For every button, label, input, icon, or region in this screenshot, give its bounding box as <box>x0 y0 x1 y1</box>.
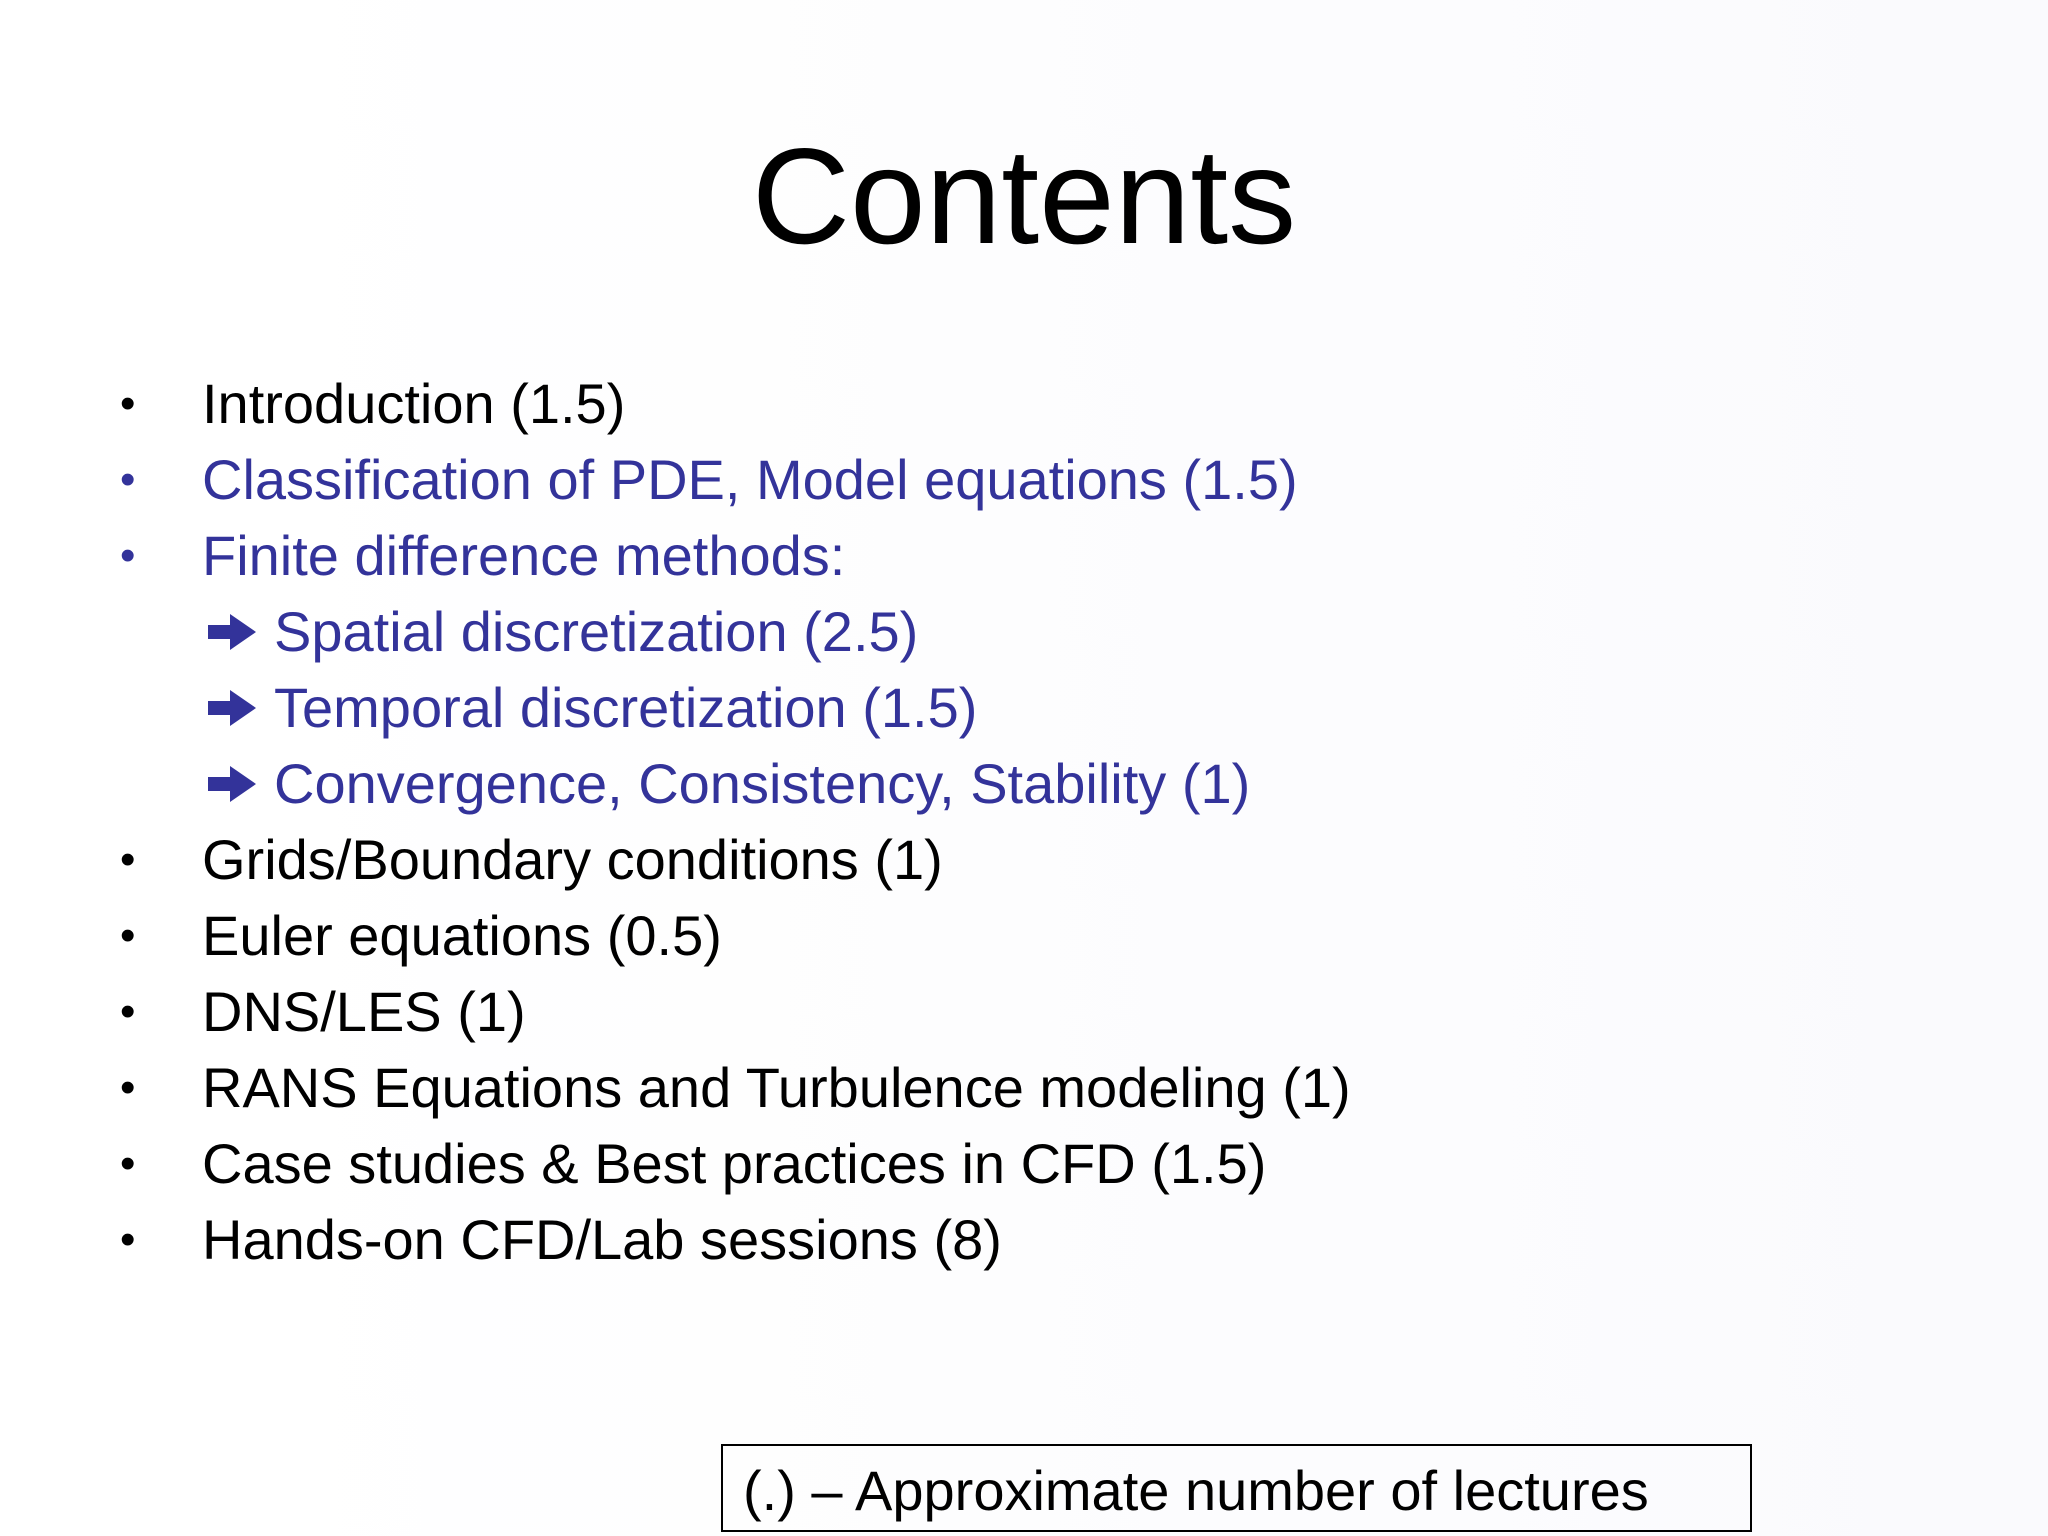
bullet-icon: • <box>120 379 136 428</box>
bullet-icon: • <box>120 987 136 1036</box>
list-item-text: Euler equations (0.5) <box>202 904 722 967</box>
list-item-text: Finite difference methods: <box>202 524 846 587</box>
list-item-text: Classification of PDE, Model equations (1.5) <box>202 448 1298 511</box>
arrow-right-icon <box>204 594 264 670</box>
list-item-text: Introduction (1.5) <box>202 372 626 435</box>
note-box <box>721 1444 1752 1532</box>
sub-list-item-text: Spatial discretization (2.5) <box>274 600 919 663</box>
bullet-icon: • <box>120 835 136 884</box>
arrow-right-icon <box>204 670 264 746</box>
list-item-text: DNS/LES (1) <box>202 980 526 1043</box>
bullet-icon: • <box>120 455 136 504</box>
bullet-icon: • <box>120 911 136 960</box>
bullet-icon: • <box>120 1139 136 1188</box>
sub-list-item-text: Temporal discretization (1.5) <box>274 676 978 739</box>
bullet-icon: • <box>120 1063 136 1112</box>
list-item-text: Case studies & Best practices in CFD (1.5) <box>202 1132 1267 1195</box>
slide-title: Contents <box>751 120 1297 272</box>
list-item-text: RANS Equations and Turbulence modeling (1) <box>202 1056 1351 1119</box>
bullet-icon: • <box>120 531 136 580</box>
note-text: (.) – Approximate number of lectures <box>743 1459 1649 1522</box>
list-item-text: Grids/Boundary conditions (1) <box>202 828 943 891</box>
sub-list-item-text: Convergence, Consistency, Stability (1) <box>274 752 1251 815</box>
list-item-text: Hands-on CFD/Lab sessions (8) <box>202 1208 1002 1271</box>
arrow-right-icon <box>204 746 264 822</box>
bullet-icon: • <box>120 1215 136 1264</box>
